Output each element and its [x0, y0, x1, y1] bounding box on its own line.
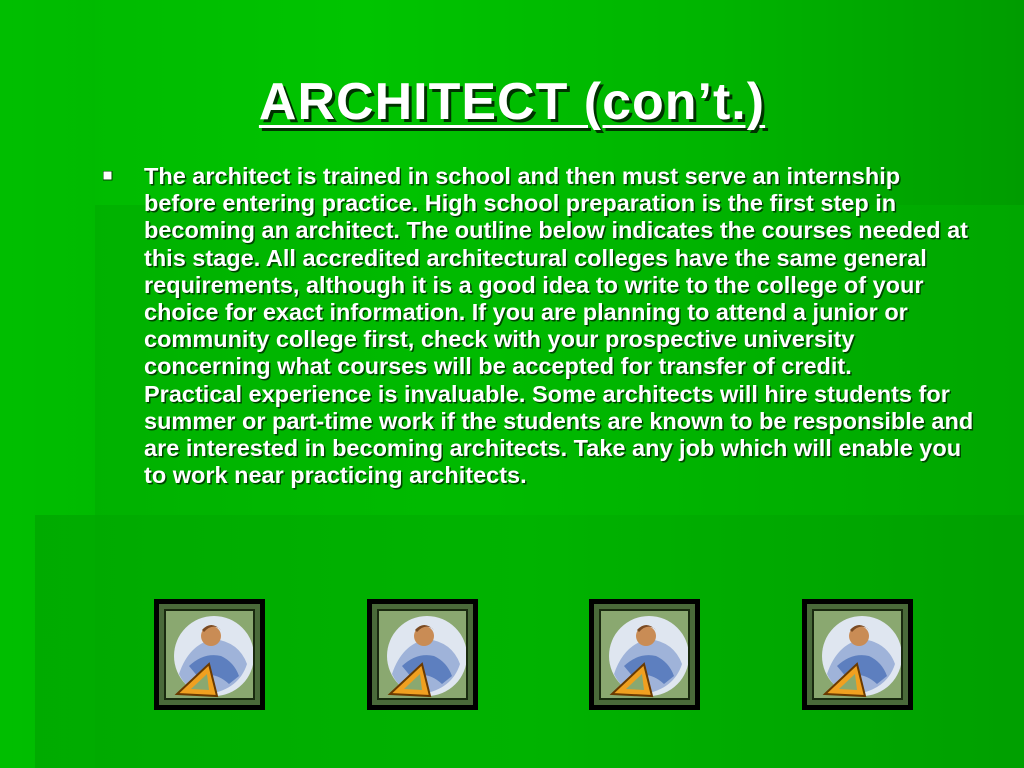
- architect-clipart-icon-1: [154, 599, 265, 710]
- architect-clipart-icon-4: [802, 599, 913, 710]
- slide-title: ARCHITECT (con’t.): [258, 73, 766, 131]
- architect-clipart-icon-3: [589, 599, 700, 710]
- square-bullet-icon: [103, 171, 113, 181]
- bullet-text: [144, 163, 974, 489]
- paragraph-training: The architect is trained in school and then must serve an internship before entering practice. High school preparation is the first step in becoming an architect. The outline below indicates the courses needed at this stage. All accredited architectural colleges have the same general requirements, although it is a good idea to write to the college of your choice for exact information. If you are planning to attend a junior or community college first, check with your prospective university concerning what courses will be accepted for transfer of credit.: [144, 163, 968, 380]
- architect-clipart-icon-2: [367, 599, 478, 710]
- paragraph-experience: Practical experience is invaluable. Some architects will hire students for summer or part-time work if the students are known to be responsible and are interested in becoming architects. Take any job which will enable you to work near practicing architects.: [144, 380, 974, 489]
